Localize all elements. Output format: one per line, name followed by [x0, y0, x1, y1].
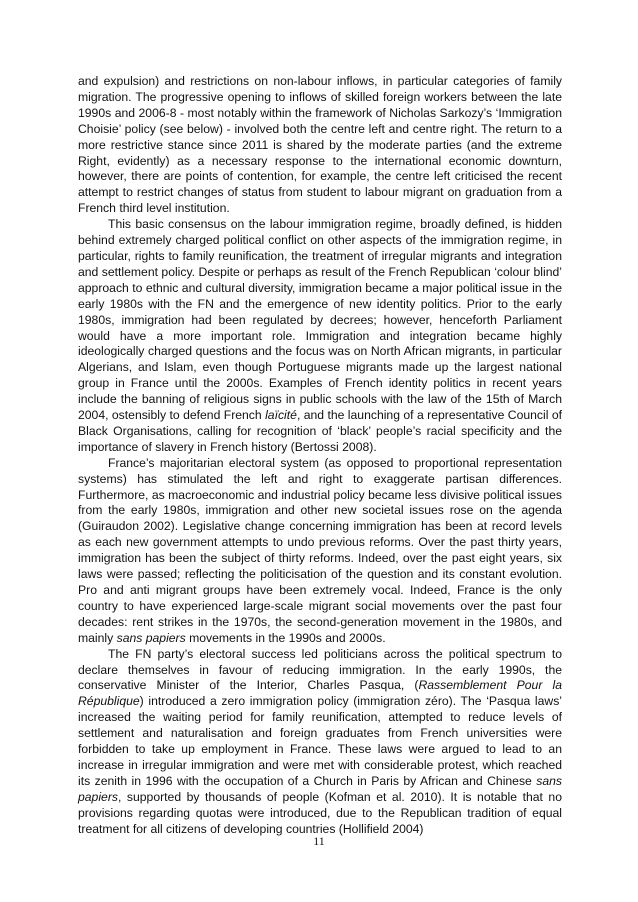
paragraph-3	[78, 456, 562, 647]
text-run: , supported by thousands of people (Kofman et al. 2010). It is notable that no provisions regarding quotas were introduced, due to the Republican tradition of equal treatment for all citizens of developing countries (Hollifield 2004)	[78, 789, 562, 836]
paragraph-2	[78, 217, 562, 456]
text-run: This basic consensus on the labour immigration regime, broadly defined, is hidden behind extremely charged political conflict on other aspects of the immigration regime, in particular, rights to family reunification, the treatment of irregular migrants and integration and settlement policy. Despite or perhaps as result of the French Republican ‘colour blind’ approach to ethnic and cultural diversity, immigration became a major political issue in the early 1980s with the FN and the emergence of new identity politics. Prior to the early 1980s, immigration had been regulated by decrees; however, henceforth Parliament would have a more important role. Immigration and integration became highly ideologically charged questions and the focus was on North African migrants, in particular Algerians, and Islam, even though Portuguese migrants made up the largest national group in France until the 2000s. Examples of French identity politics in recent years include the banning of religious signs in public schools with the law of the 15th of March 2004, ostensibly to defend French	[78, 217, 562, 423]
text-run: France’s majoritarian electoral system (as opposed to proportional representation systems) has stimulated the left and right to exaggerate partisan differences. Furthermore, as macroeconomic and industrial policy became less divisive political issues from the early 1980s, immigration and other new societal issues rose on the agenda (Guiraudon 2002). Legislative change concerning immigration has been at record levels as each new government attempts to undo previous reforms. Over the past thirty years, immigration has been the subject of thirty reforms. Indeed, over the past eight years, six laws were passed; reflecting the politicisation of the question and its constant evolution. Pro and anti migrant groups have been extremely vocal. Indeed, France is the only country to have experienced large-scale migrant social movements over the past four decades: rent strikes in the 1970s, the second-generation movement in the 1980s, and mainly	[78, 455, 562, 645]
text-run: The FN party’s electoral success led politicians across the political spectrum to declare themselves in favour of reducing immigration. In the early 1990s, the conservative Minister of the Interior, Charles Pasqua, (	[78, 646, 562, 693]
text-run: movements in the 1990s and 2000s.	[185, 630, 386, 645]
italic-text: Rassemblement Pour la République	[78, 678, 562, 709]
paragraph-1	[78, 74, 562, 217]
body-text	[78, 74, 562, 838]
italic-text: sans papiers	[78, 773, 562, 804]
text-run: ) introduced a zero immigration policy (immigration zéro). The ‘Pasqua laws’ increased the waiting period for family reunification, attempted to reduce levels of settlement and naturalisation and foreign graduates from French universities were forbidden to take up employment in France. These laws were argued to lead to an increase in irregular immigration and were met with considerable protest, which reached its zenith in 1996 with the occupation of a Church in Paris by African and Chinese	[78, 694, 562, 788]
italic-text: sans papiers	[116, 630, 186, 645]
italic-text: laïcité	[265, 408, 297, 423]
page-number: 11	[313, 834, 325, 848]
paragraph-4	[78, 647, 562, 838]
text-run: and expulsion) and restrictions on non-labour inflows, in particular categories of family migration. The progressive opening to inflows of skilled foreign workers between the late 1990s and 2006-8 - most notably within the framework of Nicholas Sarkozy’s ‘Immigration Choisie’ policy (see below) - involved both the centre left and centre right. The return to a more restrictive stance since 2011 is shared by the moderate parties (and the extreme Right, evidently) as a necessary response to the international economic downturn, however, there are points of contention, for example, the centre left criticised the recent attempt to restrict changes of status from student to labour migrant on graduation from a French third level institution.	[78, 74, 562, 216]
text-run: , and the launching of a representative Council of Black Organisations, calling for recognition of ‘black’ people’s racial specificity and the importance of slavery in French history (Bertossi 2008).	[78, 408, 562, 454]
